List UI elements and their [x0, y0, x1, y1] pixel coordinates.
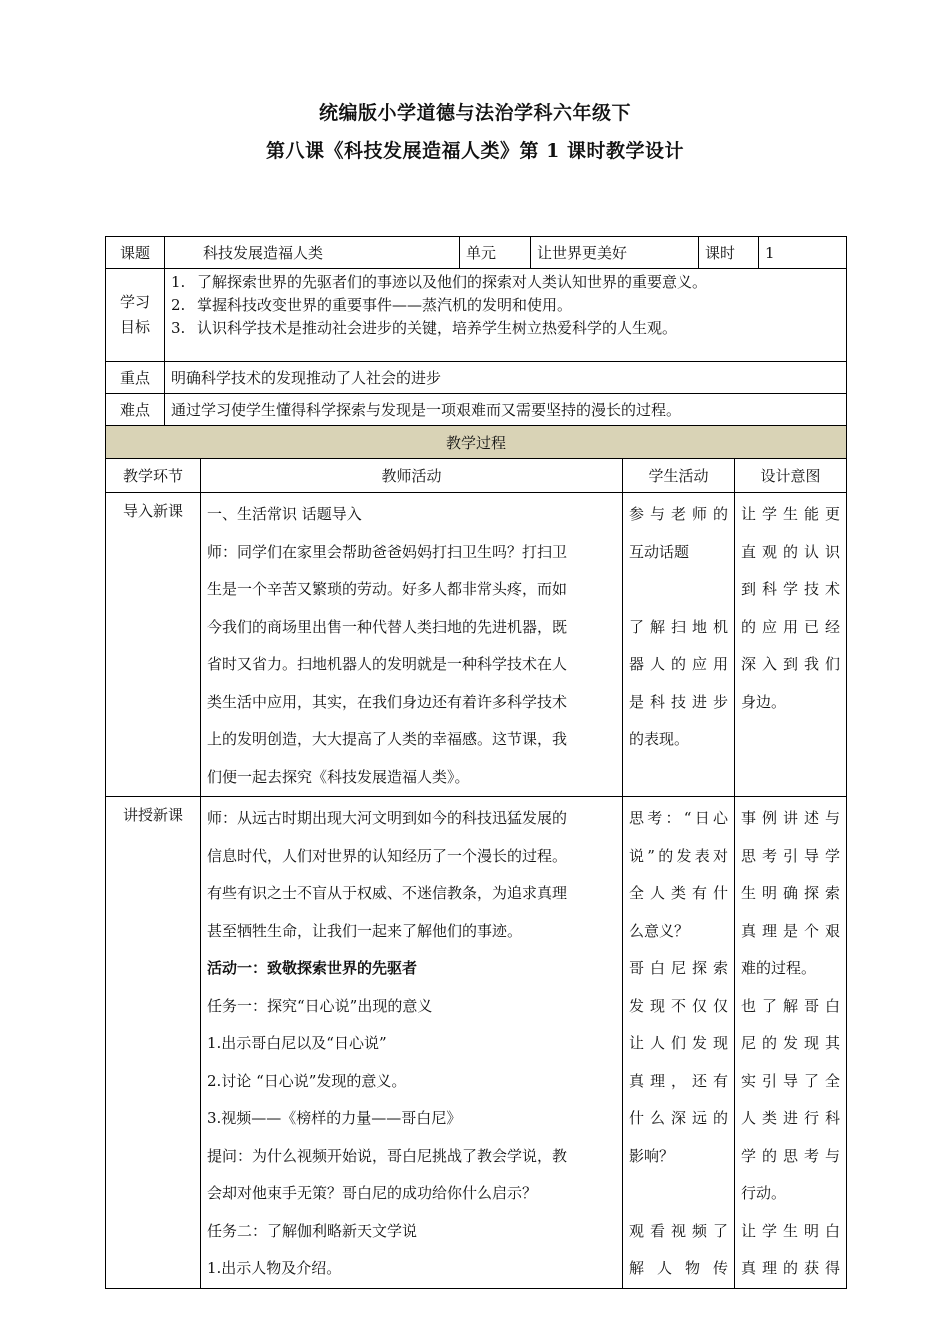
document-title-line2: 第八课《科技发展造福人类》第 1 课时教学设计	[266, 140, 684, 162]
col-header-teacher: 教师活动	[201, 459, 623, 493]
teaching-process-table	[105, 425, 847, 1289]
teacher-activity-new-lesson: 师：从远古时期出现大河文明到如今的科技迅猛发展的 信息时代，人们对世界的认知经历了一个漫长的过程。 有些有识之士不盲从于权威、不迷信教条，为追求真理 甚至牺牲生命，让我们一起来了解他们的事迹。 活动一：致敬探索世界的先驱者 任务一：探究“日心说”出现的意义 1.出示哥白尼以及“日心说” 2.讨论 “日心说”发现的意义。 3.视频——《榜样的力量——哥白尼》 提问：为什么视频开始说，哥白尼挑战了教会学说，教 会却对他束手无策？哥白尼的成功给你什么启示？ 任务二：了解伽利略新天文学说 1.出示人物及介绍。	[201, 797, 623, 1289]
design-intent-intro: 让学生能更 直观的认识 到科学技术 的应用已经 深入到我们 身边。	[735, 493, 847, 797]
lesson-info-table	[105, 236, 847, 426]
topic-value: 科技发展造福人类	[165, 237, 460, 269]
unit-label: 单元	[460, 237, 531, 269]
stage-intro: 导入新课	[106, 493, 201, 797]
goal-item: 3. 认识科学技术是推动社会进步的关键，培养学生树立热爱科学的人生观。	[171, 319, 678, 337]
design-intent-new-lesson: 事例讲述与 思考引导学 生明确探索 真理是个艰 难的过程。 也了解哥白 尼的发现其 实引导了全 人类进行科 学的思考与 行动。 让学生明白 真理的获得	[735, 797, 847, 1289]
goal-item: 1. 了解探索世界的先驱者们的事迹以及他们的探索对人类认知世界的重要意义。	[171, 273, 708, 291]
activity-one-heading: 活动一：致敬探索世界的先驱者	[207, 959, 418, 977]
stage-new-lesson: 讲授新课	[106, 797, 201, 1289]
unit-value: 让世界更美好	[531, 237, 699, 269]
document-title-line1: 统编版小学道德与法治学科六年级下	[318, 102, 631, 124]
difficulty-label: 难点	[106, 394, 165, 426]
period-label: 课时	[699, 237, 759, 269]
period-value: 1	[759, 237, 847, 269]
key-point: 明确科学技术的发现推动了人社会的进步	[165, 362, 847, 394]
goal-item: 2. 掌握科技改变世界的重要事件——蒸汽机的发明和使用。	[171, 296, 573, 314]
goals-label: 学习 目标	[106, 269, 165, 362]
key-point-label: 重点	[106, 362, 165, 394]
learning-goals	[165, 269, 847, 362]
col-header-student: 学生活动	[623, 459, 735, 493]
student-activity-intro: 参与老师的 互动话题 了解扫地机 器人的应用 是科技进步 的表现。	[623, 493, 735, 797]
teacher-activity-intro: 一、生活常识 话题导入 师：同学们在家里会帮助爸爸妈妈打扫卫生吗？打扫卫 生是一个辛苦又繁琐的劳动。好多人都非常头疼，而如 今我们的商场里出售一种代替人类扫地的先进机器，既 省时又省力。扫地机器人的发明就是一种科学技术在人 类生活中应用，其实，在我们身边还有着许多科学技术 上的发明创造，大大提高了人类的幸福感。这节课，我 们便一起去探究《科技发展造福人类》。	[201, 493, 623, 797]
student-activity-new-lesson: 思考：“日心 说”的发表对 全人类有什 么意义？ 哥白尼探索 发现不仅仅 让人们发现 真理，还有 什么深远的 影响？ 观看视频了 解人物传	[623, 797, 735, 1289]
process-band-heading: 教学过程	[106, 426, 847, 459]
col-header-intent: 设计意图	[735, 459, 847, 493]
col-header-stage: 教学环节	[106, 459, 201, 493]
difficulty: 通过学习使学生懂得科学探索与发现是一项艰难而又需要坚持的漫长的过程。	[165, 394, 847, 426]
topic-label: 课题	[106, 237, 165, 269]
